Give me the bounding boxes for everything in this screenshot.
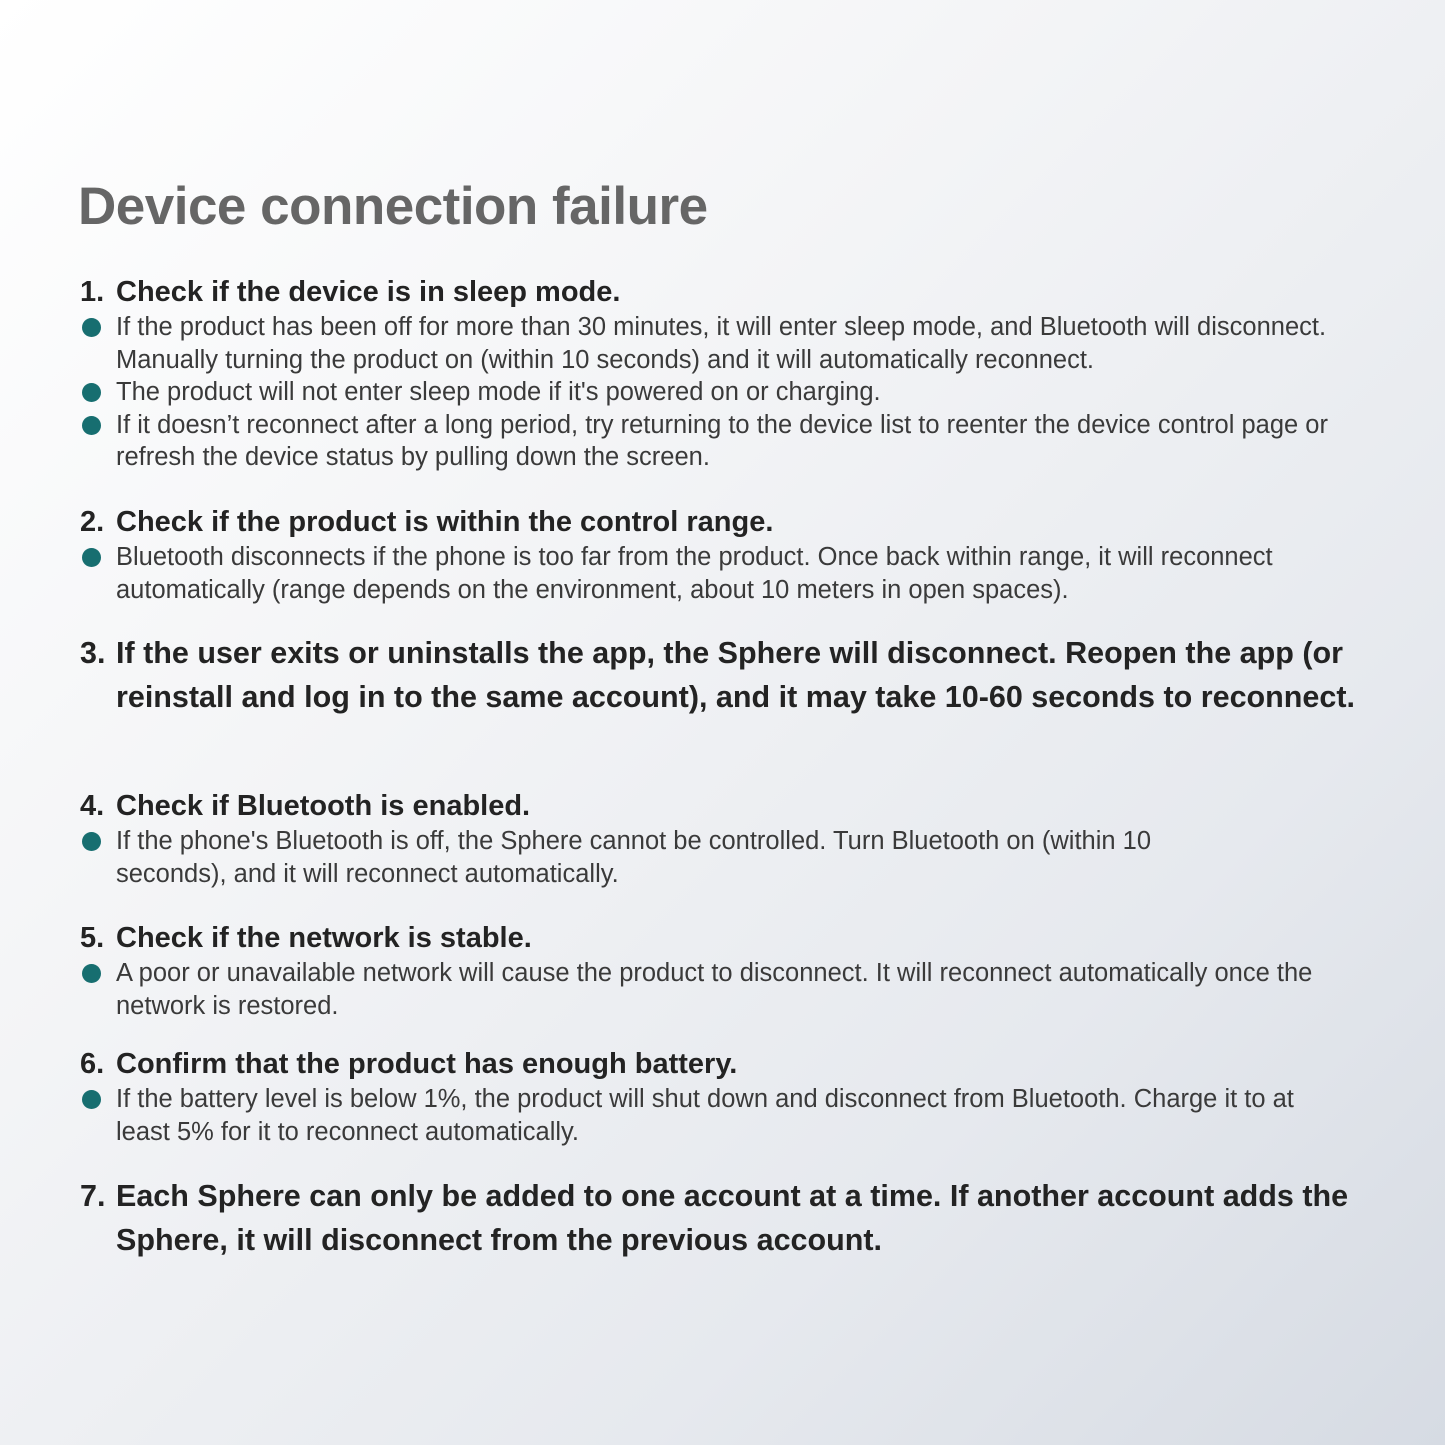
section-heading (80, 920, 1390, 956)
bullet-dot-icon (82, 964, 101, 983)
section-heading (80, 632, 1370, 719)
section-heading-text: Check if the network is stable. (116, 922, 532, 954)
section-number: 2. (80, 506, 105, 538)
bullet-text: The product will not enter sleep mode if it's powered on or charging. (116, 378, 881, 406)
list-item (80, 541, 1370, 606)
bullet-list (80, 311, 1380, 474)
section-heading (80, 504, 1370, 540)
bullet-list (80, 825, 1190, 890)
bullet-text: If the phone's Bluetooth is off, the Sphere cannot be controlled. Turn Bluetooth on (within 10 seconds), and it will reconnect automatically. (116, 827, 1152, 888)
section-heading-text: If the user exits or uninstalls the app, the Sphere will disconnect. Reopen the app (or reinstall and log in to the same account), and it may take 10-60 seconds to reconnect. (116, 636, 1355, 714)
bullet-list (80, 541, 1370, 606)
section-network-stable (80, 920, 1390, 1022)
section-heading (80, 1046, 1310, 1082)
section-number: 6. (80, 1048, 105, 1080)
bullet-dot-icon (82, 383, 101, 402)
section-single-account (80, 1175, 1380, 1262)
bullet-dot-icon (82, 832, 101, 851)
section-heading-text: Check if the product is within the control range. (116, 506, 774, 538)
bullet-list (80, 957, 1390, 1022)
list-item (80, 957, 1390, 1022)
section-sleep-mode (80, 274, 1380, 474)
section-heading-text: Confirm that the product has enough battery. (116, 1048, 738, 1080)
list-item (80, 409, 1380, 474)
bullet-text: A poor or unavailable network will cause the product to disconnect. It will reconnect automatically once the network is restored. (116, 959, 1313, 1020)
section-number: 4. (80, 790, 105, 822)
bullet-list (80, 1083, 1310, 1148)
section-heading (80, 788, 1190, 824)
section-bluetooth-enabled (80, 788, 1190, 890)
bullet-dot-icon (82, 416, 101, 435)
bullet-text: Bluetooth disconnects if the phone is too far from the product. Once back within range, it will reconnect automatically (range depends on the environment, about 10 meters in open spaces). (116, 543, 1273, 604)
section-app-exit (80, 632, 1370, 719)
bullet-text: If it doesn’t reconnect after a long period, try returning to the device list to reenter the device control page or refresh the device status by pulling down the screen. (116, 410, 1328, 471)
section-heading-text: Check if the device is in sleep mode. (116, 276, 621, 308)
bullet-dot-icon (82, 1090, 101, 1109)
bullet-dot-icon (82, 548, 101, 567)
list-item (80, 825, 1190, 890)
section-control-range (80, 504, 1370, 606)
section-number: 3. (80, 636, 106, 670)
bullet-text: If the product has been off for more than 30 minutes, it will enter sleep mode, and Bluetooth will disconnect. Manually turning the product on (within 10 seconds) and it will automatically reconnect. (116, 313, 1327, 374)
section-number: 5. (80, 922, 105, 954)
section-heading-text: Each Sphere can only be added to one account at a time. If another account adds the Sphere, it will disconnect from the previous account. (116, 1179, 1349, 1257)
section-heading (80, 1175, 1380, 1262)
list-item (80, 376, 1380, 409)
page-title: Device connection failure (78, 177, 708, 236)
section-number: 7. (80, 1179, 106, 1213)
section-battery (80, 1046, 1310, 1148)
list-item (80, 311, 1380, 376)
list-item (80, 1083, 1310, 1148)
bullet-dot-icon (82, 318, 101, 337)
bullet-text: If the battery level is below 1%, the product will shut down and disconnect from Bluetooth. Charge it to at least 5% for it to reconnect automatically. (116, 1085, 1294, 1146)
section-number: 1. (80, 276, 105, 308)
section-heading-text: Check if Bluetooth is enabled. (116, 790, 531, 822)
section-heading (80, 274, 1380, 310)
